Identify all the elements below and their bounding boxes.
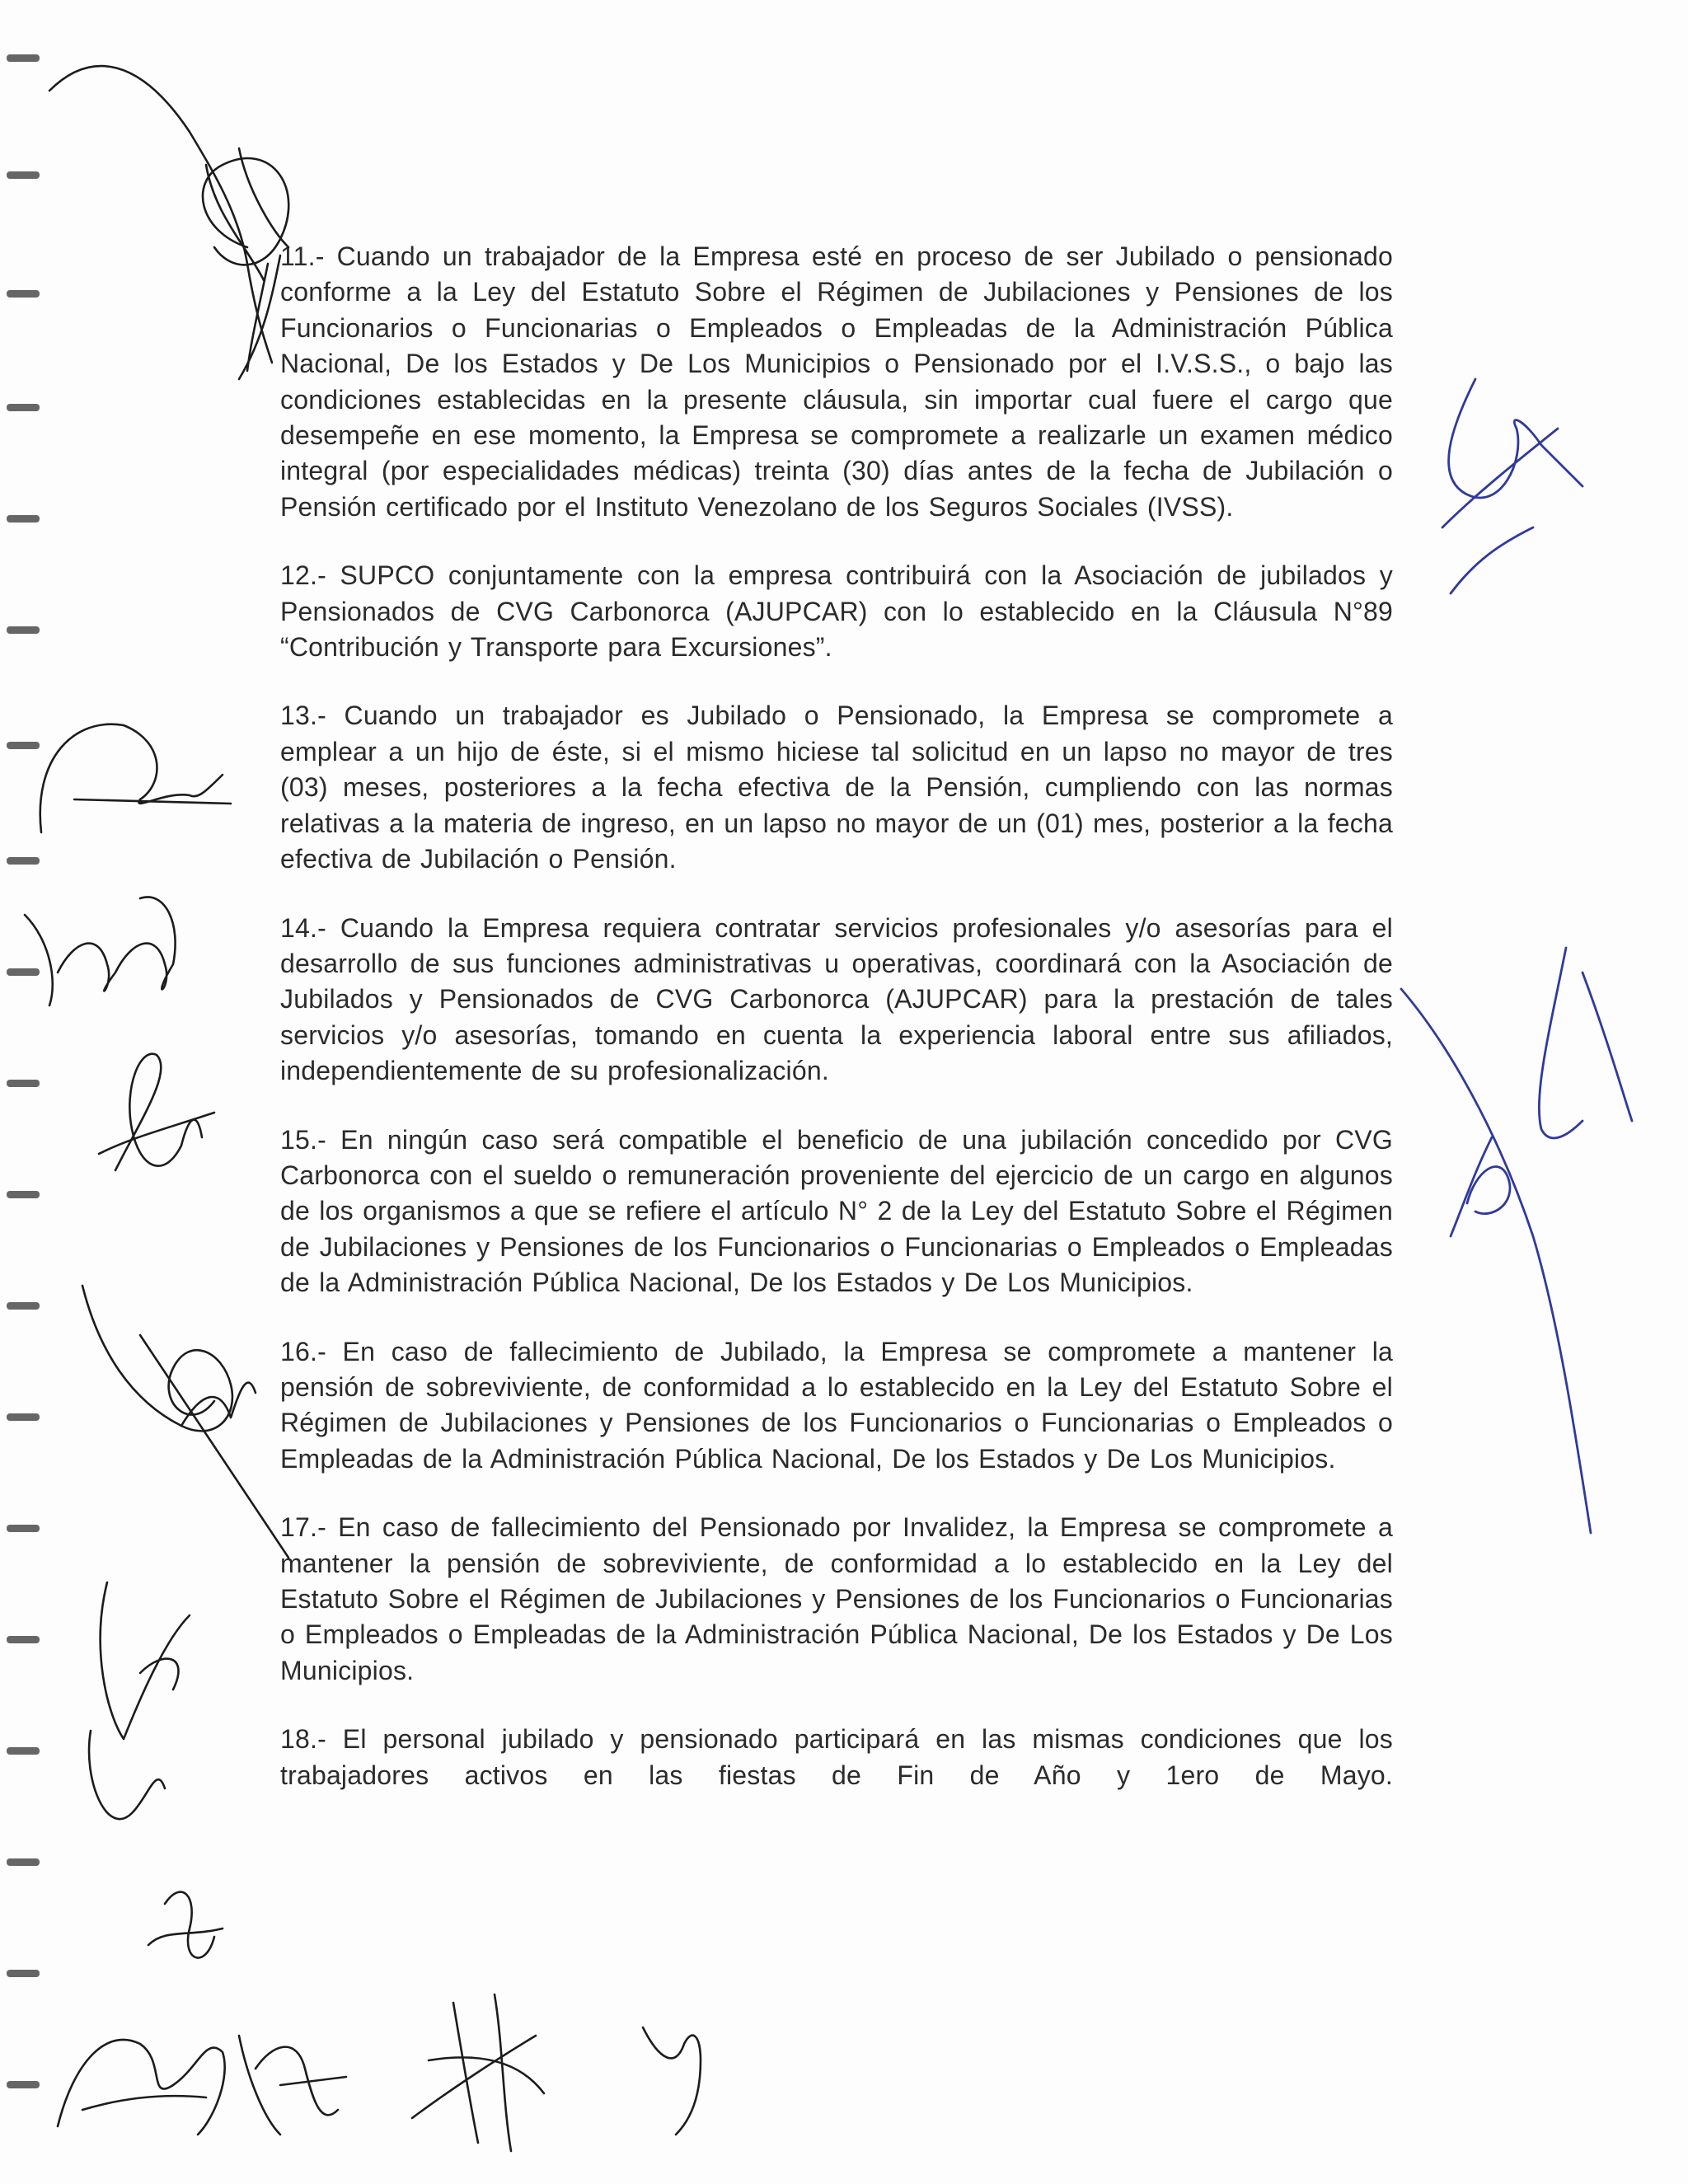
clause-16: 16.- En caso de fallecimiento de Jubilado, la Empresa se compromete a mantener la pensión de sobreviviente, de conformidad a lo establecido en la Ley del Estatuto Sobre el Régimen de Jubilaciones y Pensiones de los Funcionarios o Funcionarias o Empleados o Empleadas de la Administración Pública Nacional, De los Estados y De Los Municipios. [280, 1336, 1393, 1474]
binder-mark [7, 626, 40, 634]
signature-top-left [49, 66, 288, 379]
clause-11: 11.- Cuando un trabajador de la Empresa esté en proceso de ser Jubilado o pensionado conforme a la Ley del Estatuto Sobre el Régimen de Jubilaciones y Pensiones de los Funcionarios o Funcionarias o Empleados o Empleadas de la Administración Pública Nacional, De los Estados y De Los Municipios o Pensionado por el I.V.S.S., o bajo las condiciones establecidas en la presente cláusula, sin importar cual fuere el cargo que desempeñe en ese momento, la Empresa se compromete a realizarle un examen médico integral (por especialidades médicas) treinta (30) días antes de la fecha de Jubilación o Pensión certificado por el Instituto Venezolano de los Seguros Sociales (IVSS). [280, 241, 1393, 522]
binder-mark [7, 1636, 40, 1643]
signature-bottom-1 [58, 2040, 225, 2135]
binder-mark [7, 54, 40, 62]
binder-mark [7, 515, 40, 523]
binder-mark [7, 1413, 40, 1421]
binder-mark [7, 857, 40, 865]
signature-bottom-4 [643, 2027, 701, 2135]
binder-mark [7, 1080, 40, 1087]
signature-margin-line [247, 264, 268, 371]
clause-15: 15.- En ningún caso será compatible el beneficio de una jubilación concedido por CVG Carbonorca con el sueldo o remuneración proveniente del ejercicio de un cargo en algunos de los organismos a que se refiere el artículo N° 2 de la Ley del Estatuto Sobre el Régimen de Jubilaciones y Pensiones de los Funcionarios o Funcionarias o Empleados o Empleadas de la Administración Pública Nacional, De los Estados y De Los Municipios. [280, 1124, 1393, 1298]
binder-mark [7, 1747, 40, 1755]
binder-mark [7, 404, 40, 411]
signature-left-1 [40, 724, 231, 832]
signature-right-blue-1 [1442, 379, 1582, 593]
binder-mark [7, 1191, 40, 1198]
binder-marks [7, 54, 40, 2088]
binder-mark [7, 290, 40, 298]
signature-left-5 [89, 1582, 190, 1819]
signature-left-6 [148, 1892, 223, 1958]
clause-18: 18.- El personal jubilado y pensionado participará en las mismas condiciones que los trabajadores activos en las fiestas de Fin de Año y 1ero de Mayo. [280, 1724, 1393, 1790]
clause-12: 12.- SUPCO conjuntamente con la empresa contribuirá con la Asociación de jubilados y Pensionados de CVG Carbonorca (AJUPCAR) con lo establecido en la Cláusula N°89 “Contribución y Transporte para Excursiones”. [280, 560, 1393, 663]
binder-mark [7, 742, 40, 749]
clause-17: 17.- En caso de fallecimiento del Pensionado por Invalidez, la Empresa se compromete a mantener la pensión de sobreviviente, de conformidad a lo establecido en la Ley del Estatuto Sobre el Régimen de Jubilaciones y Pensiones de los Funcionarios o Funcionarias o Empleados o Empleadas de la Administración Pública Nacional, De los Estados y De Los Municipios. [280, 1512, 1393, 1685]
clause-13: 13.- Cuando un trabajador es Jubilado o Pensionado, la Empresa se compromete a emplear a un hijo de éste, si el mismo hiciese tal solicitud en un lapso no mayor de tres (03) meses, posteriores a la fecha efectiva de la Pensión, cumpliendo con las normas relativas a la materia de ingreso, en un lapso no mayor de un (01) mes, posterior a la fecha efectiva de Jubilación o Pensión. [280, 701, 1393, 874]
signature-left-2 [25, 897, 176, 1005]
signature-left-3 [99, 1054, 214, 1170]
binder-mark [7, 1970, 40, 1977]
binder-mark [7, 2081, 40, 2088]
binder-mark [7, 171, 40, 179]
signature-left-4 [82, 1286, 288, 1558]
signature-bottom-2 [239, 2036, 346, 2135]
signature-right-blue-2 [1401, 948, 1632, 1533]
binder-mark [7, 1302, 40, 1310]
clause-14: 14.- Cuando la Empresa requiera contratar servicios profesionales y/o asesorías para el desarrollo de sus funciones administrativas u operativas, coordinará con la Asociación de Jubilados y Pensionados de CVG Carbonorca (AJUPCAR) para la prestación de tales servicios y/o asesorías, tomando en cuenta la experiencia laboral entre sus afiliados, independientemente de su profesionalización. [280, 912, 1393, 1086]
binder-mark [7, 968, 40, 976]
binder-mark [7, 1858, 40, 1866]
signature-bottom-3 [412, 1994, 544, 2151]
clauses-body [280, 239, 1393, 1826]
binder-mark [7, 1525, 40, 1532]
